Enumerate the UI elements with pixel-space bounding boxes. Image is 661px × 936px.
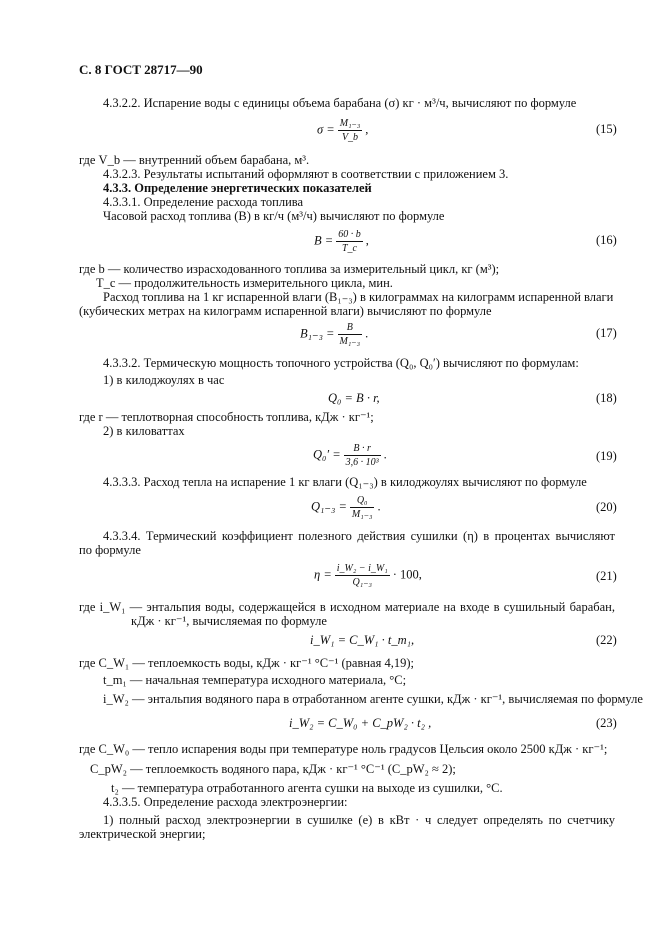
paragraph-4334-b: по формуле: [79, 543, 141, 557]
where-tc: T_c — продолжительность измерительного цикла, мин.: [96, 276, 393, 290]
paragraph-4334-a: 4.3.3.4. Термический коэффициент полезного действия сушилки (η) в процентах вычисляют: [103, 529, 615, 543]
formula-18: Q₀ = B · r,: [328, 391, 380, 405]
paragraph-4322: 4.3.2.2. Испарение воды с единицы объема барабана (σ) кг · м³/ч, вычисляют по формуле: [103, 96, 577, 110]
section-heading-433: 4.3.3. Определение энергетических показателей: [103, 181, 372, 195]
formula-21: [314, 562, 422, 589]
paragraph-hourly: Часовой расход топлива (B) в кг/ч (м³/ч) вычисляют по формуле: [103, 209, 445, 223]
formula-19-denominator: 3,6 · 10³: [345, 457, 379, 468]
where-cpw2: C_pW₂ — теплоемкость водяного пара, кДж · кг⁻¹ °C⁻¹ (C_pW₂ ≈ 2);: [90, 762, 456, 776]
formula-21-denominator: Q₁₋₃: [352, 577, 372, 588]
formula-16-denominator: T_c: [341, 243, 357, 254]
paragraph-elec-2: электрической энергии;: [79, 827, 206, 841]
formula-15-numerator: M₁₋₃: [339, 118, 361, 129]
where-tm1: t_m₁ — начальная температура исходного материала, °C;: [103, 673, 407, 687]
equation-number-19: (19): [596, 449, 617, 463]
formula-21-numerator: i_W₂ − i_W₁: [336, 563, 388, 574]
formula-16-lhs: B =: [314, 233, 334, 248]
paragraph-4335: 4.3.3.5. Определение расхода электроэнергии:: [103, 795, 348, 809]
formula-23: i_W₂ = C_W₀ + C_pW₂ · t₂ ,: [289, 716, 432, 730]
formula-15-denominator: V_b: [341, 132, 359, 143]
formula-15: [317, 117, 368, 144]
equation-number-16: (16): [596, 233, 617, 247]
formula-19-numerator: B · r: [344, 442, 381, 456]
paragraph-4331: 4.3.3.1. Определение расхода топлива: [103, 195, 304, 209]
equation-number-20: (20): [596, 500, 617, 514]
formula-17-tail: .: [365, 326, 369, 341]
equation-number-22: (22): [596, 633, 617, 647]
equation-number-18: (18): [596, 391, 617, 405]
formula-15-tail: ,: [365, 122, 369, 137]
list-item-1: 1) в килоджоулях в час: [103, 373, 225, 387]
paragraph-4332: 4.3.3.2. Термическую мощность топочного устройства (Q₀, Q₀′) вычисляют по формулам:: [103, 356, 579, 370]
formula-21-lhs: η =: [314, 567, 332, 582]
where-iw1-a: где i_W₁ — энтальпия воды, содержащейся в исходном материале на входе в сушильный барабан,: [79, 600, 615, 614]
list-item-2: 2) в киловаттах: [103, 424, 185, 438]
where-iw2: i_W₂ — энтальпия водяного пара в отработанном агенте сушки, кДж · кг⁻¹, вычисляемая по формуле: [103, 692, 643, 706]
paragraph-fuel-2: (кубических метрах на килограмм испаренной влаги) вычисляют по формуле: [79, 304, 492, 318]
formula-16-numerator: 60 · b: [338, 229, 361, 240]
page-header: С. 8 ГОСТ 28717—90: [79, 62, 203, 77]
formula-20: [311, 494, 381, 521]
formula-21-tail: · 100,: [392, 567, 422, 582]
formula-20-numerator: Q₀: [350, 494, 375, 508]
equation-number-23: (23): [596, 716, 617, 730]
formula-19-lhs: Q₀′ =: [313, 447, 341, 462]
paragraph-fuel-1: Расход топлива на 1 кг испаренной влаги (B₁₋₃) в килограммах на килограмм испаренной влаги: [103, 290, 614, 304]
where-cw1: где C_W₁ — теплоемкость воды, кДж · кг⁻¹ °C⁻¹ (равная 4,19);: [79, 656, 414, 670]
equation-number-17: (17): [596, 326, 617, 340]
formula-17-denominator: M₁₋₃: [339, 336, 361, 347]
paragraph-4323: 4.3.2.3. Результаты испытаний оформляют в соответствии с приложением 3.: [103, 167, 509, 181]
paragraph-elec-1: 1) полный расход электроэнергии в сушилке (e) в кВт · ч следует определять по счетчику: [103, 813, 615, 827]
where-vb: где V_b — внутренний объем барабана, м³.: [79, 153, 310, 167]
formula-16: [314, 228, 369, 255]
where-b: где b — количество израсходованного топлива за измерительный цикл, кг (м³);: [79, 262, 500, 276]
formula-17-numerator: B: [338, 321, 363, 335]
where-r: где r — теплотворная способность топлива, кДж · кг⁻¹;: [79, 410, 374, 424]
formula-20-tail: .: [377, 499, 381, 514]
paragraph-4333: 4.3.3.3. Расход тепла на испарение 1 кг влаги (Q₁₋₃) в килоджоулях вычисляют по формуле: [103, 475, 587, 489]
formula-19: [313, 442, 387, 469]
formula-17: [300, 321, 368, 348]
where-cw0: где C_W₀ — тепло испарения воды при температуре ноль градусов Цельсия около 2500 кДж · кг⁻¹;: [79, 742, 608, 756]
where-t2: t₂ — температура отработанного агента сушки на выходе из сушилки, °C.: [111, 781, 503, 795]
equation-number-21: (21): [596, 569, 617, 583]
formula-20-denominator: M₁₋₃: [351, 509, 373, 520]
formula-22: i_W₁ = C_W₁ · t_m₁,: [310, 633, 415, 647]
formula-16-tail: ,: [365, 233, 369, 248]
equation-number-15: (15): [596, 122, 617, 136]
formula-17-lhs: B₁₋₃ =: [300, 326, 335, 341]
formula-15-lhs: σ =: [317, 122, 335, 137]
where-iw1-b: кДж · кг⁻¹, вычисляемая по формуле: [131, 614, 327, 628]
formula-19-tail: .: [383, 447, 387, 462]
formula-20-lhs: Q₁₋₃ =: [311, 499, 347, 514]
